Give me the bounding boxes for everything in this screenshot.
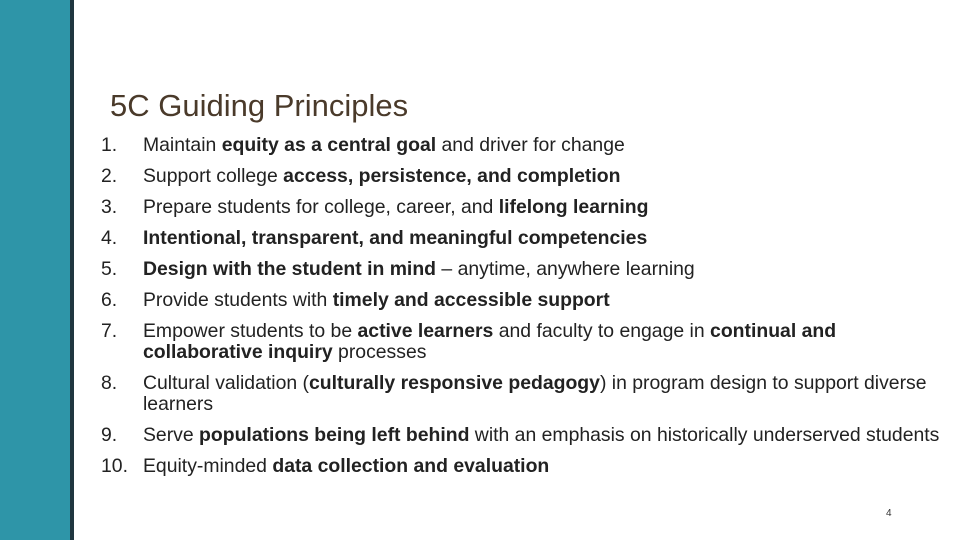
principle-item [101,166,941,187]
principle-segment: and faculty to engage in [493,320,711,342]
principle-segment: Support college [143,165,284,187]
principle-text [143,455,549,477]
principle-text [143,372,927,415]
principle-item [101,373,941,415]
principles-list [101,135,941,487]
principle-item [101,135,941,156]
principle-text [143,424,939,446]
principle-item [101,321,941,363]
principle-emphasis: continual and collaborative inquiry [143,320,837,363]
principle-segment: Empower students to be [143,320,358,342]
principle-text [143,258,695,280]
principle-segment: Equity-minded [143,455,273,477]
principle-emphasis: active learners [357,320,494,342]
principle-item [101,259,941,280]
slide-title: 5C Guiding Principles [110,88,409,123]
principle-text [143,289,610,311]
principle-number: 1. [101,134,118,156]
principle-emphasis: culturally responsive pedagogy [308,372,600,394]
principle-number: 8. [101,372,118,394]
principle-item [101,228,941,249]
principle-segment: Serve [143,424,200,446]
principle-segment: Prepare students for college, career, and [143,196,499,218]
decorative-sidebar [0,0,70,540]
principle-text [143,165,620,187]
principle-number: 10. [101,455,128,477]
principle-text [143,134,625,156]
principle-emphasis: equity as a central goal [221,134,437,156]
principle-emphasis: Intentional, transparent, and meaningful competencies [143,227,648,249]
principle-emphasis: lifelong learning [498,196,649,218]
principle-item [101,425,941,446]
principle-emphasis: timely and accessible support [332,289,610,311]
principle-segment: ) in program design to support diverse learners [143,372,927,415]
principle-number: 4. [101,227,118,249]
principle-text [143,227,647,249]
principle-text [143,320,836,363]
principle-segment: processes [332,341,427,363]
principle-segment: Cultural validation ( [143,372,309,394]
principle-segment: Maintain [143,134,222,156]
principle-item [101,197,941,218]
principle-segment: – anytime, anywhere learning [436,258,695,280]
principle-number: 6. [101,289,118,311]
principle-number: 2. [101,165,118,187]
principle-segment: Provide students with [143,289,333,311]
principle-number: 3. [101,196,118,218]
principle-number: 5. [101,258,118,280]
principle-segment: with an emphasis on historically underserved students [469,424,940,446]
principle-emphasis: Design with the student in mind [143,258,437,280]
principle-emphasis: data collection and evaluation [272,455,550,477]
principle-number: 9. [101,424,118,446]
principle-emphasis: populations being left behind [199,424,470,446]
principle-segment: and driver for change [436,134,625,156]
principle-item [101,456,941,477]
page-number: 4 [886,508,892,519]
principle-text [143,196,648,218]
principle-item [101,290,941,311]
principle-emphasis: access, persistence, and completion [283,165,621,187]
principle-number: 7. [101,320,118,342]
sidebar-edge-stripe [70,0,74,540]
